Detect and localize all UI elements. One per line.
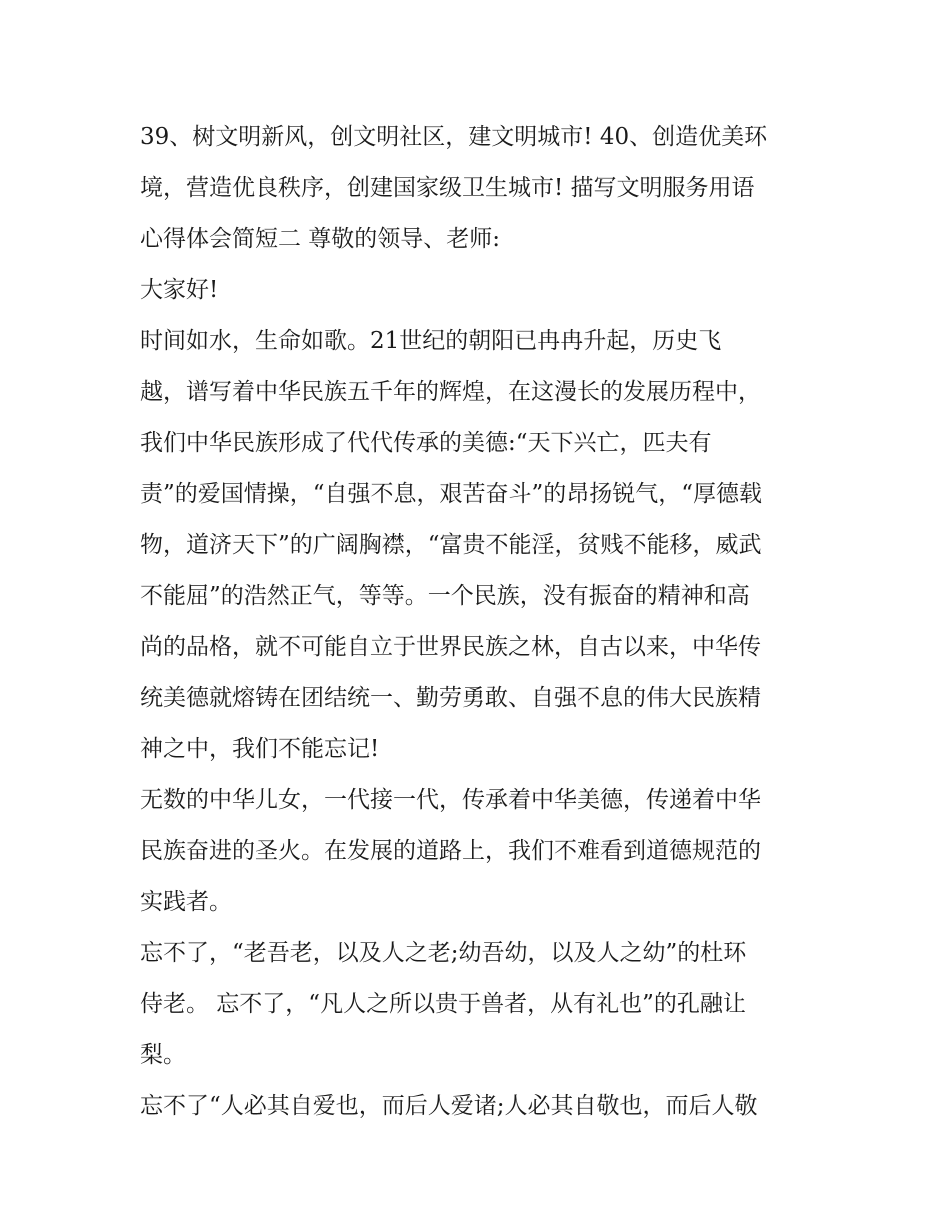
text-line: 侍老。 忘不了，“凡人之所以贵于兽者，从有礼也”的孔融让: [140, 991, 746, 1017]
text-line: 39、树文明新风，创文明社区，建文明城市! 40、创造优美环: [140, 124, 768, 150]
text-line: 实践者。: [140, 889, 232, 915]
text-line: 心得体会简短二 尊敬的领导、老师:: [140, 226, 501, 252]
text-line: 忘不了“人必其自爱也，而后人爱诸;人必其自敬也，而后人敬: [140, 1093, 758, 1119]
text-line: 梨。: [140, 1042, 186, 1068]
text-line: 时间如水，生命如歌。21世纪的朝阳已冉冉升起，历史飞: [140, 328, 722, 354]
text-line: 民族奋进的圣火。在发展的道路上，我们不难看到道德规范的: [140, 838, 761, 864]
text-line: 无数的中华儿女，一代接一代，传承着中华美德，传递着中华: [140, 787, 761, 813]
text-line: 统美德就熔铸在团结统一、勤劳勇敢、自强不息的伟大民族精: [140, 685, 761, 711]
text-line: 责”的爱国情操，“自强不息，艰苦奋斗”的昂扬锐气，“厚德载: [140, 481, 763, 507]
text-line: 尚的品格，就不可能自立于世界民族之林，自古以来，中华传: [140, 634, 761, 660]
text-line: 物，道济天下”的广阔胸襟，“富贵不能淫，贫贱不能移，威武: [140, 532, 762, 558]
text-line: 境，营造优良秩序，创建国家级卫生城市! 描写文明服务用语: [140, 175, 755, 201]
text-line: 大家好!: [140, 277, 219, 303]
document-body: [140, 112, 820, 1132]
text-line: 神之中，我们不能忘记!: [140, 736, 380, 762]
text-line: 忘不了，“老吾老，以及人之老;幼吾幼，以及人之幼”的杜环: [140, 940, 747, 966]
text-line: 不能屈”的浩然正气，等等。一个民族，没有振奋的精神和高: [140, 583, 750, 609]
text-line: 越，谱写着中华民族五千年的辉煌，在这漫长的发展历程中，: [140, 379, 761, 405]
text-line: 我们中华民族形成了代代传承的美德:“天下兴亡，匹夫有: [140, 430, 712, 456]
